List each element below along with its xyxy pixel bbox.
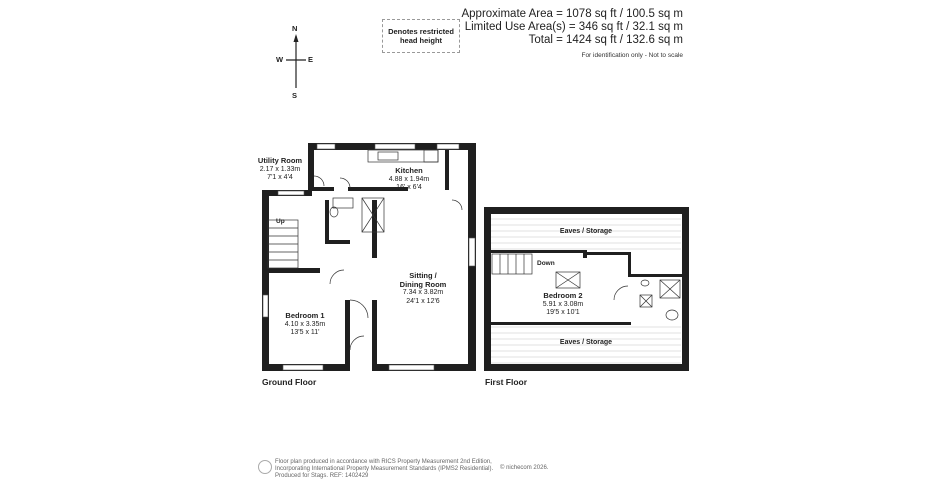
eaves-storage-bottom-label: Eaves / Storage bbox=[559, 339, 613, 346]
ground-floor-label: Ground Floor bbox=[262, 377, 317, 387]
bedroom-1-dim-ft: 13'5 x 11' bbox=[290, 329, 320, 336]
footer-line-3: Produced for Stags. REF: 1402429 bbox=[275, 473, 369, 479]
sitting-room-name-2: Dining Room bbox=[399, 279, 447, 289]
identification-note: For identification only - Not to scale bbox=[581, 52, 683, 59]
compass-west: W bbox=[276, 55, 284, 64]
bedroom-2-label bbox=[530, 292, 596, 318]
sitting-dining-room-label bbox=[388, 272, 458, 306]
kitchen-label bbox=[376, 167, 442, 193]
compass-east: E bbox=[308, 55, 314, 64]
bedroom-2-dim-m: 5.91 x 3.08m bbox=[542, 300, 584, 308]
total-area: Total = 1424 sq ft / 132.6 sq m bbox=[528, 34, 683, 46]
sitting-room-dim-m: 7.34 x 3.82m bbox=[402, 289, 444, 296]
kitchen-dim-m: 4.88 x 1.94m bbox=[388, 175, 430, 183]
eaves-storage-top-label: Eaves / Storage bbox=[559, 228, 613, 235]
bedroom-1-dim-m: 4.10 x 3.35m bbox=[284, 320, 326, 328]
legend-line-2: head height bbox=[399, 36, 443, 45]
footer-credit: © nichecom 2026. bbox=[500, 465, 549, 471]
utility-room-name: Utility Room bbox=[257, 156, 303, 165]
rics-logo-icon bbox=[258, 460, 272, 474]
footer-notes bbox=[275, 459, 493, 480]
utility-room-label bbox=[252, 157, 308, 183]
bedroom-2-name: Bedroom 2 bbox=[543, 291, 583, 300]
utility-room-dim-m: 2.17 x 1.33m bbox=[259, 165, 301, 173]
approximate-area: Approximate Area = 1078 sq ft / 100.5 sq m bbox=[461, 8, 683, 20]
sitting-room-dim-ft: 24'1 x 12'6 bbox=[406, 297, 440, 305]
footer-line-2: Incorporating International Property Measurement Standards (IPMS2 Residential). bbox=[275, 466, 494, 472]
limited-use-area: Limited Use Area(s) = 346 sq ft / 32.1 sq m bbox=[464, 21, 683, 33]
bedroom-1-name: Bedroom 1 bbox=[285, 311, 325, 320]
kitchen-dim-ft: 16' x 6'4 bbox=[396, 184, 422, 191]
bedroom-2-dim-ft: 19'5 x 10'1 bbox=[546, 309, 580, 316]
ground-stairs-up-label: Up bbox=[276, 218, 285, 225]
first-stairs-down-label: Down bbox=[537, 260, 555, 267]
first-floor-label: First Floor bbox=[485, 377, 528, 387]
sitting-room-name-1: Sitting / bbox=[409, 271, 437, 280]
legend-line-1: Denotes restricted bbox=[388, 27, 454, 36]
bedroom-1-label bbox=[272, 312, 338, 338]
compass-south: S bbox=[292, 91, 298, 100]
kitchen-name: Kitchen bbox=[395, 166, 423, 175]
compass-north: N bbox=[292, 24, 298, 33]
footer-line-1: Floor plan produced in accordance with RICS Property Measurement 2nd Edition, bbox=[275, 459, 492, 465]
utility-room-dim-ft: 7'1 x 4'4 bbox=[267, 174, 293, 181]
